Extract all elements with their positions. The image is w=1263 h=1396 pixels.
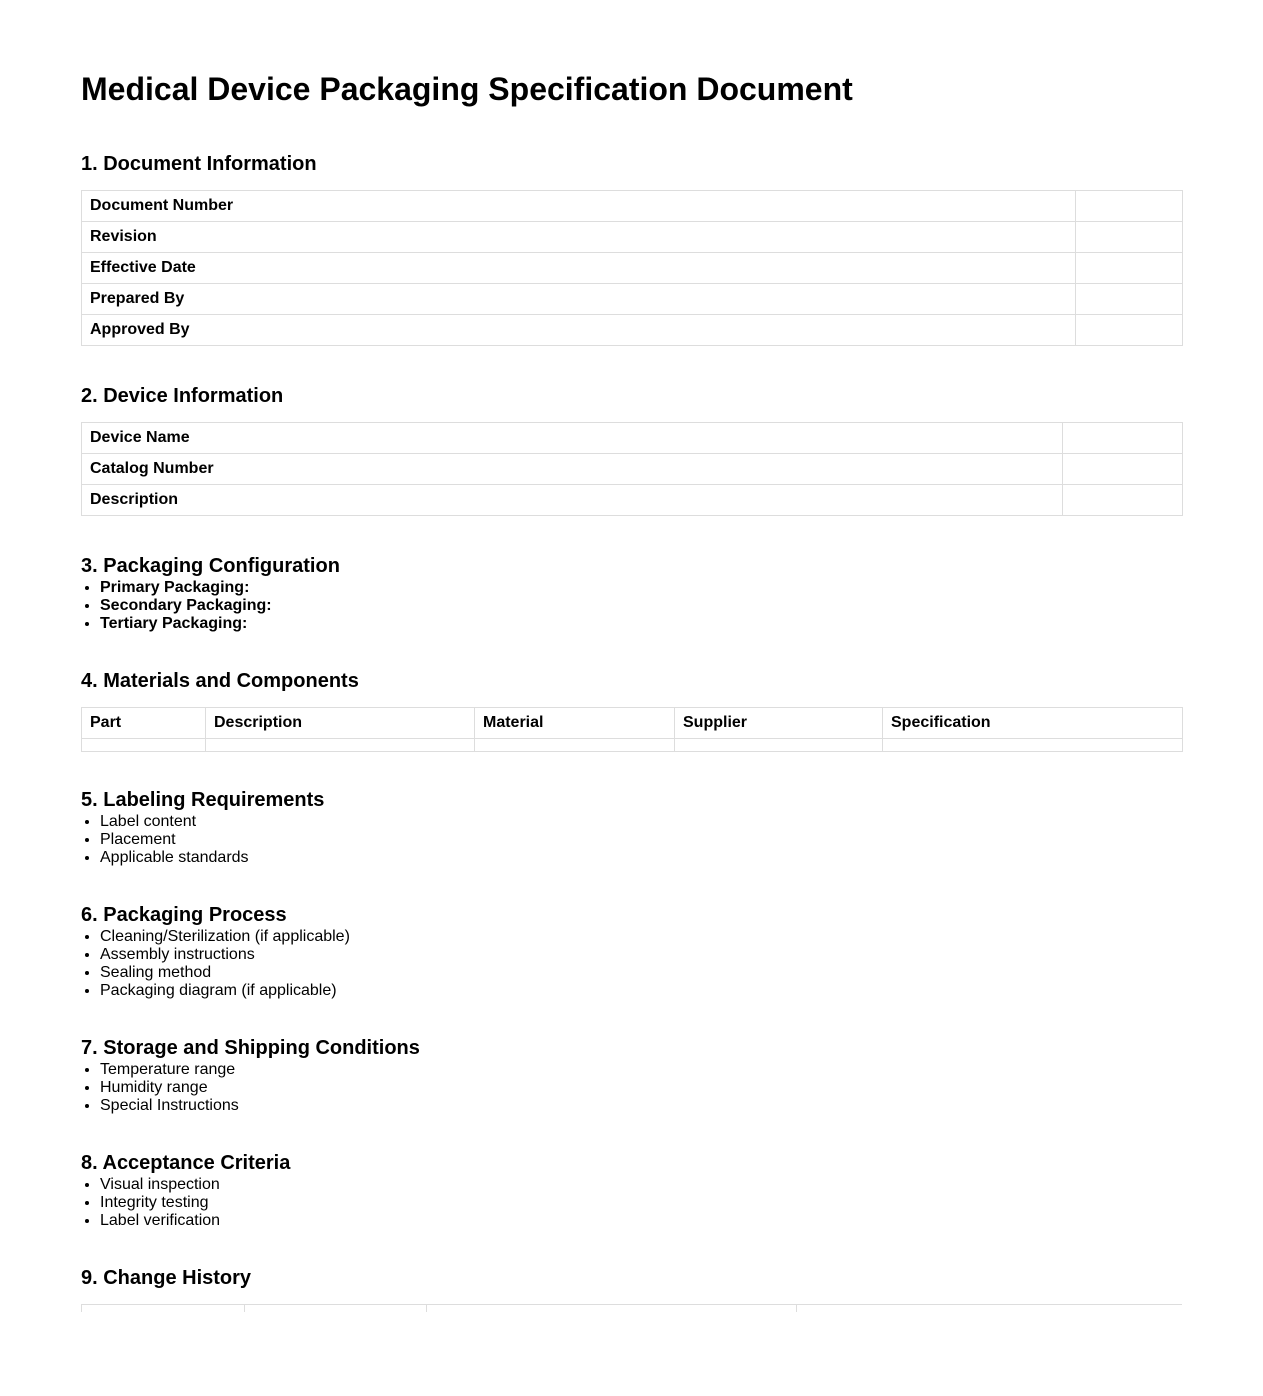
section-heading: 9. Change History (81, 1267, 252, 1289)
device-info-table (81, 422, 1183, 516)
list-item: • Tertiary Packaging: (100, 615, 1182, 633)
table-row (82, 315, 1183, 346)
column-header (82, 1305, 245, 1313)
row-label: Catalog Number (82, 454, 1063, 485)
approved-by-value[interactable] (1076, 315, 1183, 346)
page-title: Medical Device Packaging Specification Document (81, 71, 853, 107)
section-storage-shipping (81, 1036, 1182, 1115)
device-name-value[interactable] (1063, 423, 1183, 454)
section-heading: 4. Materials and Components (81, 670, 359, 692)
list-item: • Cleaning/Sterilization (if applicable) (100, 928, 1182, 946)
table-row (82, 222, 1183, 253)
list-item: • Packaging diagram (if applicable) (100, 982, 1182, 1000)
specification-cell[interactable] (883, 739, 1183, 752)
table-row (82, 423, 1183, 454)
section-heading: 5. Labeling Requirements (81, 789, 325, 811)
table-header-row (82, 1305, 1183, 1313)
list-item: • Temperature range (100, 1061, 1182, 1079)
list-item: • Label verification (100, 1212, 1182, 1230)
row-label: Approved By (82, 315, 1076, 346)
section-labeling-requirements (81, 788, 1182, 867)
storage-list (81, 1061, 1182, 1115)
list-item: • Applicable standards (100, 849, 1182, 867)
table-row (82, 485, 1183, 516)
table-row (82, 284, 1183, 315)
column-header (427, 1305, 797, 1313)
part-cell[interactable] (82, 739, 206, 752)
row-label: Description (82, 485, 1063, 516)
table-row (82, 253, 1183, 284)
section-acceptance-criteria (81, 1151, 1182, 1230)
materials-table (81, 707, 1183, 752)
section-materials-components (81, 669, 1182, 752)
list-item: • Visual inspection (100, 1176, 1182, 1194)
section-packaging-configuration (81, 554, 1182, 633)
list-item: • Special Instructions (100, 1097, 1182, 1115)
section-heading: 3. Packaging Configuration (81, 555, 340, 577)
list-item: • Placement (100, 831, 1182, 849)
section-device-information (81, 384, 1182, 516)
row-label: Document Number (82, 191, 1076, 222)
section-heading: 8. Acceptance Criteria (81, 1152, 291, 1174)
section-heading: 1. Document Information (81, 153, 317, 175)
document-number-value[interactable] (1076, 191, 1183, 222)
column-header-specification: Specification (883, 708, 1183, 739)
table-row (82, 739, 1183, 752)
list-item: • Assembly instructions (100, 946, 1182, 964)
column-header (245, 1305, 427, 1313)
column-header-supplier: Supplier (675, 708, 883, 739)
acceptance-list (81, 1176, 1182, 1230)
description-cell[interactable] (206, 739, 475, 752)
column-header-description: Description (206, 708, 475, 739)
effective-date-value[interactable] (1076, 253, 1183, 284)
list-item: • Secondary Packaging: (100, 597, 1182, 615)
column-header (797, 1305, 1183, 1313)
list-item: • Integrity testing (100, 1194, 1182, 1212)
supplier-cell[interactable] (675, 739, 883, 752)
row-label: Device Name (82, 423, 1063, 454)
section-document-information (81, 152, 1182, 346)
column-header-part: Part (82, 708, 206, 739)
labeling-list (81, 813, 1182, 867)
section-packaging-process (81, 903, 1182, 1000)
list-item: • Primary Packaging: (100, 579, 1182, 597)
packaging-config-list (81, 579, 1182, 633)
change-history-table-clipped (81, 1304, 1182, 1312)
description-value[interactable] (1063, 485, 1183, 516)
revision-value[interactable] (1076, 222, 1183, 253)
material-cell[interactable] (475, 739, 675, 752)
section-heading: 6. Packaging Process (81, 904, 287, 926)
table-row (82, 454, 1183, 485)
catalog-number-value[interactable] (1063, 454, 1183, 485)
process-list (81, 928, 1182, 1000)
change-history-table (81, 1304, 1182, 1312)
row-label: Prepared By (82, 284, 1076, 315)
document-info-table (81, 190, 1183, 346)
prepared-by-value[interactable] (1076, 284, 1183, 315)
row-label: Revision (82, 222, 1076, 253)
section-change-history (81, 1266, 1182, 1312)
row-label: Effective Date (82, 253, 1076, 284)
list-item: • Sealing method (100, 964, 1182, 982)
list-item: • Humidity range (100, 1079, 1182, 1097)
table-header-row (82, 708, 1183, 739)
section-heading: 7. Storage and Shipping Conditions (81, 1037, 420, 1059)
column-header-material: Material (475, 708, 675, 739)
list-item: • Label content (100, 813, 1182, 831)
section-heading: 2. Device Information (81, 385, 284, 407)
table-row (82, 191, 1183, 222)
